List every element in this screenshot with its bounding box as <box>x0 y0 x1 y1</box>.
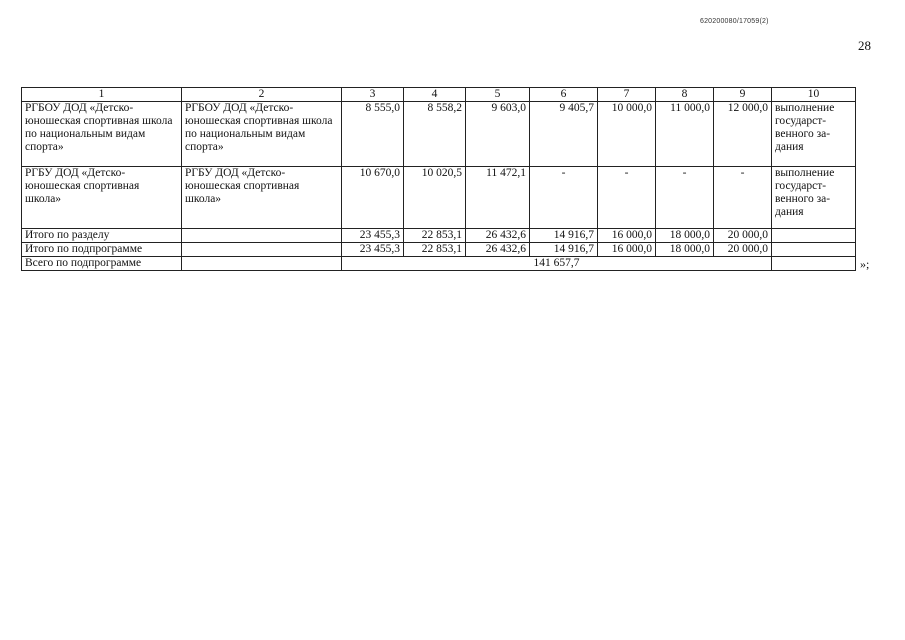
note-cell: выполнение государст-венного за-дания <box>772 102 856 167</box>
column-header: 3 <box>342 88 404 102</box>
value-cell: 14 916,7 <box>530 229 598 243</box>
column-header: 6 <box>530 88 598 102</box>
value-cell: 18 000,0 <box>656 229 714 243</box>
column-header: 5 <box>466 88 530 102</box>
value-cell: 14 916,7 <box>530 243 598 257</box>
value-cell: 18 000,0 <box>656 243 714 257</box>
institution-name: РГБОУ ДОД «Детско-юношеская спортивная школа по национальным видам спорта» <box>22 102 182 167</box>
value-cell: - <box>714 167 772 229</box>
executor-name: РГБУ ДОД «Детско-юношеская спортивная школа» <box>182 167 342 229</box>
closing-quote-mark: »; <box>860 257 870 271</box>
empty-cell <box>182 229 342 243</box>
document-code: 620200080/17059(2) <box>700 18 769 25</box>
value-cell: 23 455,3 <box>342 229 404 243</box>
empty-cell <box>182 257 342 271</box>
value-cell: 20 000,0 <box>714 229 772 243</box>
value-cell: 26 432,6 <box>466 243 530 257</box>
value-cell: 10 020,5 <box>404 167 466 229</box>
value-cell: 23 455,3 <box>342 243 404 257</box>
note-cell: выполнение государст-венного за-дания <box>772 167 856 229</box>
value-cell: 16 000,0 <box>598 243 656 257</box>
table-row <box>22 102 856 167</box>
value-cell: - <box>530 167 598 229</box>
grand-total-label: Всего по подпрограмме <box>22 257 182 271</box>
subtotal-subprogram-row <box>22 243 856 257</box>
value-cell: 9 405,7 <box>530 102 598 167</box>
column-header: 4 <box>404 88 466 102</box>
value-cell: 10 000,0 <box>598 102 656 167</box>
column-header: 2 <box>182 88 342 102</box>
column-header: 1 <box>22 88 182 102</box>
column-header: 8 <box>656 88 714 102</box>
value-cell: 11 000,0 <box>656 102 714 167</box>
column-header: 7 <box>598 88 656 102</box>
value-cell: 22 853,1 <box>404 229 466 243</box>
budget-table <box>21 87 856 271</box>
table-row <box>22 167 856 229</box>
empty-cell <box>772 257 856 271</box>
value-cell: 11 472,1 <box>466 167 530 229</box>
institution-name: РГБУ ДОД «Детско-юношеская спортивная школа» <box>22 167 182 229</box>
page-number: 28 <box>858 38 871 53</box>
executor-name: РГБОУ ДОД «Детско-юношеская спортивная школа по национальным видам спорта» <box>182 102 342 167</box>
subtotal-section-label: Итого по разделу <box>22 229 182 243</box>
empty-cell <box>772 243 856 257</box>
subtotal-section-row <box>22 229 856 243</box>
column-header: 9 <box>714 88 772 102</box>
value-cell: 16 000,0 <box>598 229 656 243</box>
value-cell: 20 000,0 <box>714 243 772 257</box>
value-cell: 26 432,6 <box>466 229 530 243</box>
value-cell: 12 000,0 <box>714 102 772 167</box>
grand-total-row <box>22 257 856 271</box>
table-header-row <box>22 88 856 102</box>
value-cell: 10 670,0 <box>342 167 404 229</box>
grand-total-value: 141 657,7 <box>342 257 772 271</box>
value-cell: 8 558,2 <box>404 102 466 167</box>
value-cell: - <box>656 167 714 229</box>
empty-cell <box>772 229 856 243</box>
value-cell: 8 555,0 <box>342 102 404 167</box>
value-cell: - <box>598 167 656 229</box>
subtotal-subprogram-label: Итого по подпрограмме <box>22 243 182 257</box>
empty-cell <box>182 243 342 257</box>
column-header: 10 <box>772 88 856 102</box>
value-cell: 9 603,0 <box>466 102 530 167</box>
value-cell: 22 853,1 <box>404 243 466 257</box>
